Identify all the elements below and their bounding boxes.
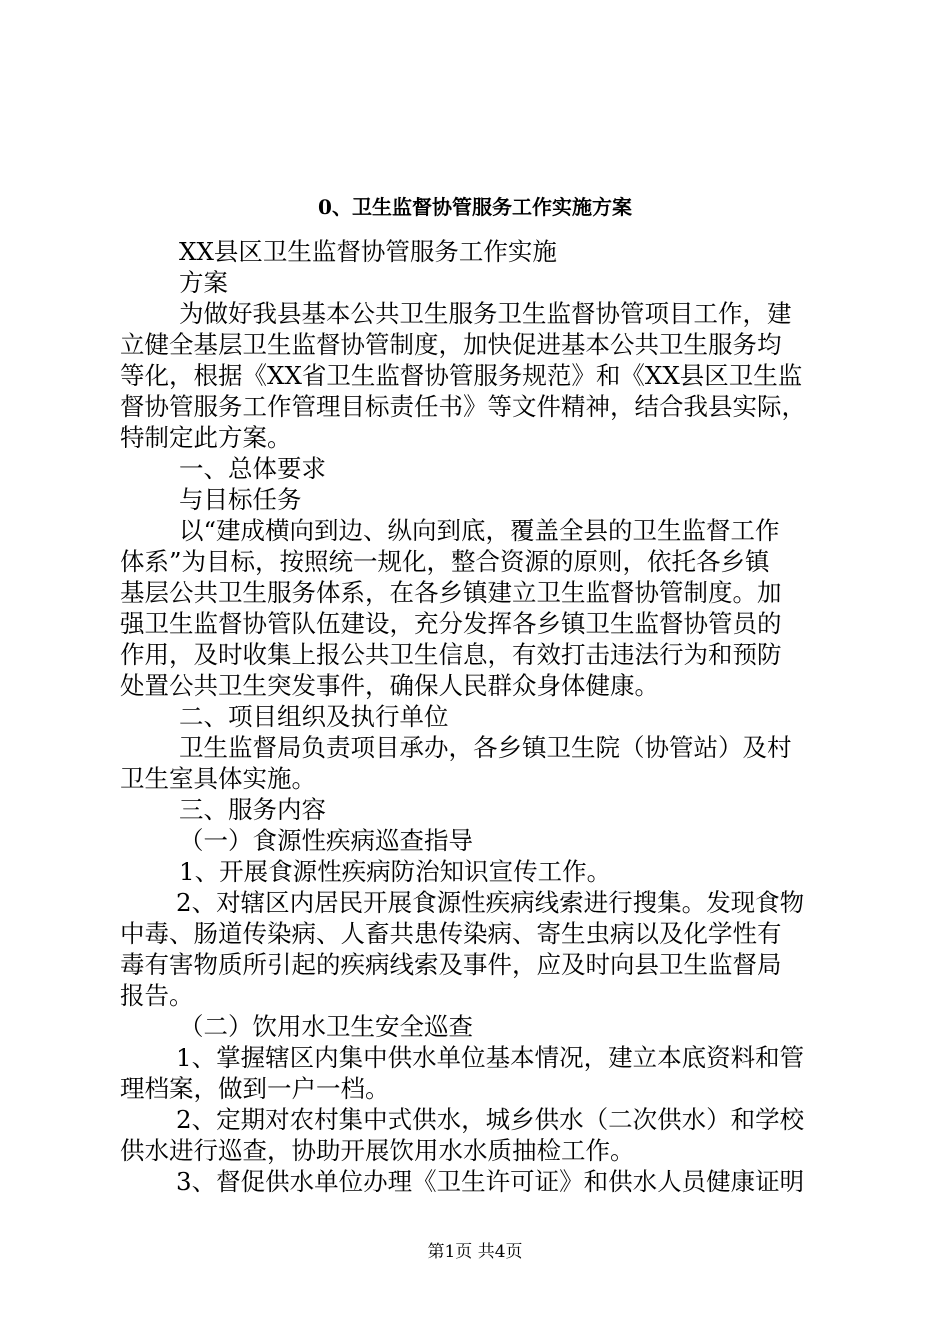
text-line: 特制定此方案。 [120, 423, 292, 452]
text-line: 与目标任务 [179, 485, 302, 514]
text-line: 中毒、肠道传染病、人畜共患传染病、寄生虫病以及化学性有 [120, 919, 782, 948]
text-line: 作用，及时收集上报公共卫生信息，有效打击违法行为和预防 [120, 640, 782, 669]
text-line: 3、督促供水单位办理《卫生许可证》和供水人员健康证明 [176, 1167, 805, 1196]
text-line: 立健全基层卫生监督协管制度，加快促进基本公共卫生服务均 [120, 330, 782, 359]
text-line: 理档案，做到一户一档。 [120, 1074, 390, 1103]
page-footer: 第1页 共4页 [427, 1242, 523, 1262]
text-line: 三、服务内容 [179, 795, 326, 824]
text-line: 为做好我县基本公共卫生服务卫生监督协管项目工作，建 [179, 299, 792, 328]
document-body [120, 236, 840, 1197]
text-line: 卫生监督局负责项目承办，各乡镇卫生院（协管站）及村 [179, 733, 792, 762]
text-line: （一）食源性疾病巡查指导 [179, 826, 473, 855]
text-line: 基层公共卫生服务体系，在各乡镇建立卫生监督协管制度。加 [120, 578, 782, 607]
text-line: 1、开展食源性疾病防治知识宣传工作。 [179, 857, 612, 886]
text-line: XX县区卫生监督协管服务工作实施 [179, 237, 557, 266]
text-line: 强卫生监督协管队伍建设，充分发挥各乡镇卫生监督协管员的 [120, 609, 782, 638]
text-line: 以“建成横向到边、纵向到底，覆盖全县的卫生监督工作 [179, 516, 780, 545]
text-line: 二、项目组织及执行单位 [179, 702, 449, 731]
text-line: 等化，根据《XX省卫生监督协管服务规范》和《XX县区卫生监 [120, 361, 803, 390]
document-title: 0、卫生监督协管服务工作实施方案 [318, 195, 632, 219]
text-line: 处置公共卫生突发事件，确保人民群众身体健康。 [120, 671, 659, 700]
text-line: 1、掌握辖区内集中供水单位基本情况，建立本底资料和管 [176, 1043, 805, 1072]
text-line: 卫生室具体实施。 [120, 764, 316, 793]
text-line: 供水进行巡查，协助开展饮用水水质抽检工作。 [120, 1136, 635, 1165]
text-line: 方案 [179, 268, 228, 297]
text-line: 体系”为目标，按照统一规化，整合资源的原则，依托各乡镇 [120, 547, 770, 576]
text-line: 一、总体要求 [179, 454, 326, 483]
text-line: 报告。 [120, 981, 194, 1010]
text-line: （二）饮用水卫生安全巡查 [179, 1012, 473, 1041]
text-line: 2、对辖区内居民开展食源性疾病线索进行搜集。发现食物 [176, 888, 805, 917]
text-line: 2、定期对农村集中式供水，城乡供水（二次供水）和学校 [176, 1105, 805, 1134]
text-line: 毒有害物质所引起的疾病线索及事件，应及时向县卫生监督局 [120, 950, 782, 979]
text-line: 督协管服务工作管理目标责任书》等文件精神，结合我县实际， [120, 392, 806, 421]
